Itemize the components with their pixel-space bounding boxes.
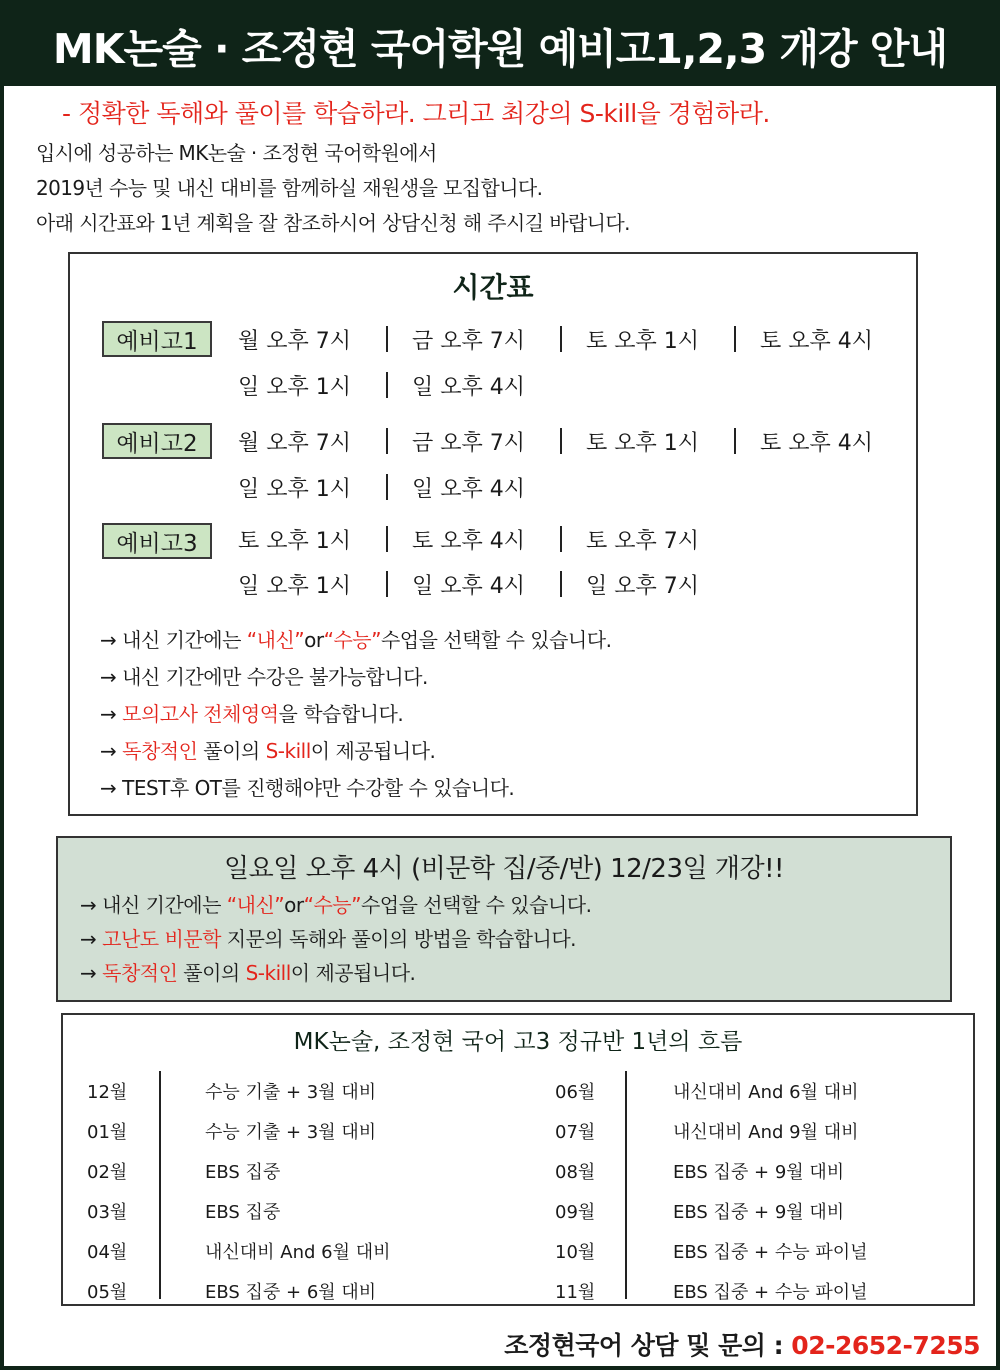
flow-plan: 내신대비 And 6월 대비 bbox=[205, 1242, 391, 1263]
flow-plan: EBS 집중 bbox=[205, 1162, 281, 1183]
schedule-row bbox=[238, 521, 699, 557]
group-label-pre1: 예비고1 bbox=[102, 321, 212, 357]
note-highlight: “수능” bbox=[303, 893, 361, 917]
flow-row bbox=[87, 1271, 390, 1311]
note-line bbox=[100, 696, 611, 733]
divider bbox=[734, 428, 736, 454]
contact-label: 조정현국어 상담 및 문의 : bbox=[504, 1331, 792, 1360]
note-line bbox=[80, 922, 591, 956]
divider bbox=[386, 326, 388, 352]
yearly-flow-box bbox=[61, 1013, 975, 1306]
yearly-flow-title: MK논술, 조정현 국어 고3 정규반 1년의 흐름 bbox=[293, 1029, 743, 1055]
flow-plan: EBS 집중 + 수능 파이널 bbox=[673, 1282, 868, 1303]
divider bbox=[560, 571, 562, 597]
flow-month: 09월 bbox=[555, 1202, 596, 1223]
note-line bbox=[80, 956, 591, 990]
schedule-slot: 일 오후 1시 bbox=[238, 374, 351, 400]
divider bbox=[386, 526, 388, 552]
sunday-notes bbox=[80, 888, 591, 990]
schedule-slot: 월 오후 7시 bbox=[238, 430, 351, 456]
note-highlight: “수능” bbox=[323, 628, 381, 652]
tagline: - 정확한 독해와 풀이를 학습하라. 그리고 최강의 S-kill을 경험하라. bbox=[62, 99, 770, 128]
note-text: or bbox=[304, 628, 324, 652]
note-highlight: 모의고사 전체영역 bbox=[122, 702, 279, 726]
note-text: 이 제공됩니다. bbox=[310, 739, 436, 763]
flow-month: 04월 bbox=[87, 1242, 128, 1263]
note-line bbox=[100, 733, 611, 770]
note-highlight: 독창적인 bbox=[102, 961, 178, 985]
note-highlight: “내신” bbox=[226, 893, 285, 917]
schedule-slot: 일 오후 4시 bbox=[412, 573, 525, 599]
note-text: 내신 기간에만 수강은 불가능합니다. bbox=[116, 665, 428, 689]
note-text: 을 학습합니다. bbox=[278, 702, 404, 726]
contact-info bbox=[504, 1326, 980, 1362]
note-highlight: S-kill bbox=[265, 739, 311, 763]
flow-month: 10월 bbox=[555, 1242, 596, 1263]
note-line bbox=[80, 888, 591, 922]
flow-row bbox=[87, 1191, 390, 1231]
arrow-icon: → bbox=[80, 961, 97, 985]
flow-month: 05월 bbox=[87, 1282, 128, 1303]
intro-line: 입시에 성공하는 MK논술 · 조정현 국어학원에서 bbox=[36, 141, 437, 165]
note-text: 내신 기간에는 bbox=[116, 628, 247, 652]
arrow-icon: → bbox=[80, 927, 97, 951]
intro-line: 아래 시간표와 1년 계획을 잘 참조하시어 상담신청 해 주시길 바랍니다. bbox=[36, 211, 630, 235]
arrow-icon: → bbox=[100, 739, 117, 763]
flow-row bbox=[87, 1231, 390, 1271]
schedule-row bbox=[238, 423, 873, 459]
schedule-slot: 일 오후 1시 bbox=[238, 476, 351, 502]
divider bbox=[159, 1071, 161, 1299]
note-text: TEST후 OT를 진행해야만 수강할 수 있습니다. bbox=[116, 776, 515, 800]
flow-plan: 수능 기출 + 3월 대비 bbox=[205, 1082, 377, 1103]
flow-month: 08월 bbox=[555, 1162, 596, 1183]
divider bbox=[560, 326, 562, 352]
note-text: 풀이의 bbox=[197, 739, 266, 763]
flow-row bbox=[555, 1231, 868, 1271]
note-highlight: “내신” bbox=[246, 628, 305, 652]
schedule-slot: 토 오후 4시 bbox=[412, 528, 525, 554]
schedule-slot: 일 오후 4시 bbox=[412, 476, 525, 502]
sunday-class-title: 일요일 오후 4시 (비문학 집/중/반) 12/23일 개강!! bbox=[224, 854, 784, 884]
flow-row bbox=[555, 1111, 868, 1151]
schedule-slot: 일 오후 4시 bbox=[412, 374, 525, 400]
phone-number[interactable]: 02-2652-7255 bbox=[791, 1331, 980, 1360]
arrow-icon: → bbox=[100, 665, 117, 689]
flow-plan: EBS 집중 + 6월 대비 bbox=[205, 1282, 377, 1303]
divider bbox=[386, 372, 388, 398]
intro-text bbox=[36, 136, 630, 241]
schedule-slot: 토 오후 1시 bbox=[586, 430, 699, 456]
note-highlight: 독창적인 bbox=[122, 739, 198, 763]
note-text: 이 제공됩니다. bbox=[290, 961, 416, 985]
note-line bbox=[100, 659, 611, 696]
schedule-row bbox=[238, 566, 699, 602]
schedule-row bbox=[238, 469, 536, 505]
divider bbox=[386, 474, 388, 500]
flow-month: 01월 bbox=[87, 1122, 128, 1143]
note-text: 수업을 선택할 수 있습니다. bbox=[380, 628, 612, 652]
schedule-slot: 일 오후 1시 bbox=[238, 573, 351, 599]
divider bbox=[560, 428, 562, 454]
timetable-notes bbox=[100, 622, 611, 807]
schedule-slot: 토 오후 1시 bbox=[586, 328, 699, 354]
note-text: 풀이의 bbox=[177, 961, 246, 985]
flow-plan: EBS 집중 + 9월 대비 bbox=[673, 1202, 845, 1223]
schedule-slot: 토 오후 1시 bbox=[238, 528, 351, 554]
group-label-pre2: 예비고2 bbox=[102, 423, 212, 459]
schedule-slot: 금 오후 7시 bbox=[412, 328, 525, 354]
flow-row bbox=[87, 1071, 390, 1111]
note-highlight: 고난도 비문학 bbox=[102, 927, 221, 951]
schedule-slot: 토 오후 4시 bbox=[760, 430, 873, 456]
flow-month: 07월 bbox=[555, 1122, 596, 1143]
schedule-slot: 토 오후 4시 bbox=[760, 328, 873, 354]
flow-column-left bbox=[87, 1071, 390, 1311]
intro-line: 2019년 수능 및 내신 대비를 함께하실 재원생을 모집합니다. bbox=[36, 176, 543, 200]
flow-plan: EBS 집중 bbox=[205, 1202, 281, 1223]
schedule-slot: 월 오후 7시 bbox=[238, 328, 351, 354]
group-label-pre3: 예비고3 bbox=[102, 523, 212, 559]
flow-month: 11월 bbox=[555, 1282, 596, 1303]
flow-row bbox=[555, 1151, 868, 1191]
flow-row bbox=[87, 1111, 390, 1151]
flow-plan: 내신대비 And 9월 대비 bbox=[673, 1122, 859, 1143]
flow-column-right bbox=[555, 1071, 868, 1311]
flow-plan: EBS 집중 + 9월 대비 bbox=[673, 1162, 845, 1183]
flow-month: 02월 bbox=[87, 1162, 128, 1183]
flow-row bbox=[555, 1071, 868, 1111]
flow-row bbox=[555, 1271, 868, 1311]
timetable-box bbox=[68, 252, 918, 816]
flow-month: 06월 bbox=[555, 1082, 596, 1103]
divider bbox=[625, 1071, 627, 1299]
page-title: MK논술 · 조정현 국어학원 예비고1,2,3 개강 안내 bbox=[52, 24, 948, 73]
divider bbox=[560, 526, 562, 552]
schedule-slot: 일 오후 7시 bbox=[586, 573, 699, 599]
divider bbox=[734, 326, 736, 352]
schedule-row bbox=[238, 321, 873, 357]
schedule-row bbox=[238, 367, 536, 403]
arrow-icon: → bbox=[80, 893, 97, 917]
arrow-icon: → bbox=[100, 702, 117, 726]
flow-plan: 수능 기출 + 3월 대비 bbox=[205, 1122, 377, 1143]
note-text: 수업을 선택할 수 있습니다. bbox=[360, 893, 592, 917]
flow-plan: 내신대비 And 6월 대비 bbox=[673, 1082, 859, 1103]
note-line bbox=[100, 622, 611, 659]
flow-month: 03월 bbox=[87, 1202, 128, 1223]
note-text: or bbox=[284, 893, 304, 917]
note-text: 내신 기간에는 bbox=[96, 893, 227, 917]
flow-plan: EBS 집중 + 수능 파이널 bbox=[673, 1242, 868, 1263]
schedule-slot: 금 오후 7시 bbox=[412, 430, 525, 456]
flow-row bbox=[87, 1151, 390, 1191]
sunday-class-box bbox=[56, 836, 952, 1002]
divider bbox=[386, 428, 388, 454]
note-text: 지문의 독해와 풀이의 방법을 학습합니다. bbox=[220, 927, 576, 951]
note-line bbox=[100, 770, 611, 807]
flow-month: 12월 bbox=[87, 1082, 128, 1103]
arrow-icon: → bbox=[100, 628, 117, 652]
flow-row bbox=[555, 1191, 868, 1231]
schedule-slot: 토 오후 7시 bbox=[586, 528, 699, 554]
title-bar bbox=[4, 4, 996, 86]
timetable-title: 시간표 bbox=[452, 271, 534, 304]
note-highlight: S-kill bbox=[245, 961, 291, 985]
arrow-icon: → bbox=[100, 776, 117, 800]
divider bbox=[386, 571, 388, 597]
